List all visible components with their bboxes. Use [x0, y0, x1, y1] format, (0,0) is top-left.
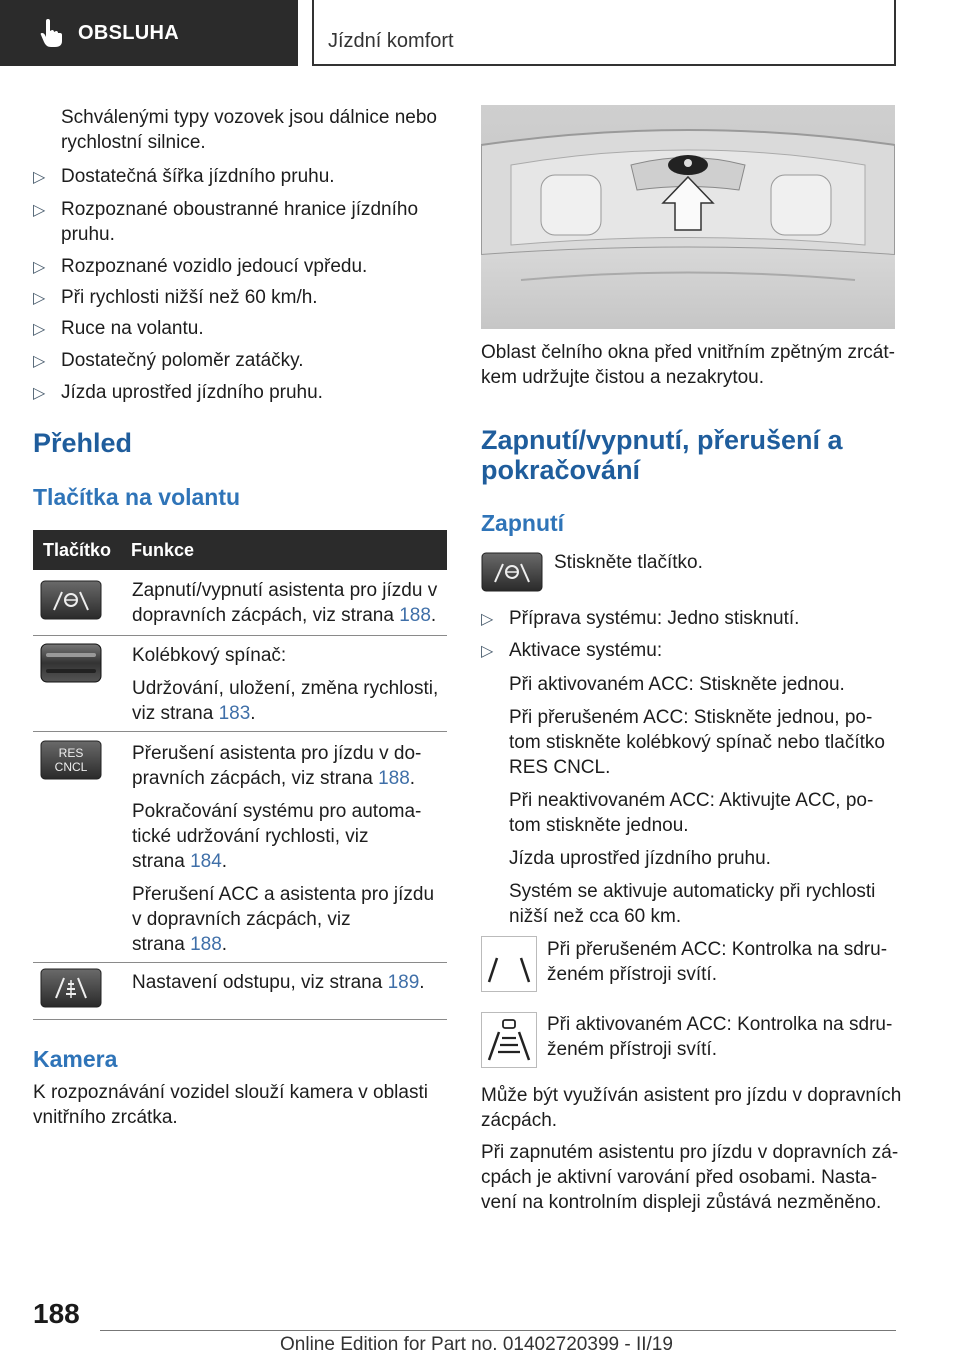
triangle-bullet-icon: ▷ [33, 321, 46, 338]
indicator-text [547, 1012, 892, 1062]
text-segment: viz strana [132, 703, 219, 724]
hand-pointer-icon [38, 18, 64, 48]
list-item [481, 606, 800, 631]
text-segment: Nastavení odstupu, viz strana [132, 972, 388, 993]
page-link[interactable]: 183 [218, 703, 251, 724]
text-line [132, 932, 434, 957]
text-line [132, 603, 437, 628]
text-line: Jízda uprostřed jízdního pruhu. [509, 848, 771, 869]
text-line: pruhu. [61, 224, 115, 245]
acc-interrupted-indicator-icon [481, 936, 537, 992]
camera-text [33, 1080, 428, 1130]
page-link[interactable]: 188 [190, 934, 222, 955]
table-header [33, 530, 447, 570]
page-number: 188 [33, 1298, 80, 1329]
text-line: Kolébkový spínač: [132, 645, 287, 666]
text-line: Ruce na volantu. [61, 318, 204, 339]
text-segment: . [250, 703, 256, 724]
triangle-bullet-icon: ▷ [33, 259, 46, 276]
text-line: tom stiskněte jednou. [509, 815, 689, 836]
text-line: pokračování [481, 455, 641, 485]
text-segment: strana [132, 934, 191, 955]
text-line: Při aktivovaném ACC: Stiskněte jednou. [509, 674, 845, 695]
text-line: rychlostní silnice. [61, 132, 206, 153]
indicator-text [547, 937, 887, 987]
heading-steering-buttons: Tlačítka na volantu [33, 484, 241, 510]
table-cell-function [132, 970, 425, 995]
steering-assist-button-icon [481, 552, 543, 592]
text-line: Při neaktivovaném ACC: Aktivujte ACC, po- [509, 790, 874, 811]
text-line: K rozpoznávání vozidel slouží kamera v oblasti [33, 1082, 428, 1103]
table-cell-function [132, 578, 437, 628]
text-line: Systém se aktivuje automaticky při rychlosti [509, 881, 876, 902]
text-line: cpách je aktivní varování před osobami. Nasta- [481, 1167, 878, 1188]
page-link[interactable]: 188 [399, 605, 431, 626]
text-line [132, 970, 425, 995]
page-link[interactable]: 189 [387, 972, 420, 993]
text-line: Přerušení asistenta pro jízdu v do- [132, 743, 422, 764]
steering-assist-button-icon [40, 580, 102, 620]
photo-caption [481, 340, 895, 390]
text-line: Při přerušeném ACC: Stiskněte jednou, po- [509, 707, 873, 728]
footer-divider [100, 1330, 896, 1331]
triangle-bullet-icon: ▷ [481, 643, 494, 660]
triangle-bullet-icon: ▷ [33, 290, 46, 307]
text-line: ženém přístroji svítí. [547, 964, 717, 985]
text-line [132, 766, 434, 791]
text-line: Zapnutí/vypnutí, přerušení a [481, 425, 843, 455]
text-segment: dopravních zácpách, viz strana [132, 605, 400, 626]
text-line: zácpách. [481, 1110, 558, 1131]
text-line: tom stiskněte kolébkový spínač nebo tlačítko [509, 732, 885, 753]
text-line: nižší než cca 60 km. [509, 906, 682, 927]
text-line: Schválenými typy vozovek jsou dálnice nebo [61, 107, 437, 128]
chapter-title: Jízdní komfort [328, 30, 454, 52]
text-line: Dostatečný poloměr zatáčky. [61, 350, 304, 371]
text-line [132, 701, 438, 726]
text-line: Udržování, uložení, změna rychlosti, [132, 678, 439, 699]
text-segment: . [221, 934, 228, 955]
triangle-bullet-icon: ▷ [33, 353, 46, 370]
heading-overview: Přehled [33, 428, 133, 458]
column-header-function: Funkce [131, 540, 195, 560]
activation-details [509, 672, 885, 929]
text-line [132, 849, 434, 874]
paragraph-traffic-jam [481, 1083, 901, 1133]
triangle-bullet-icon: ▷ [33, 385, 46, 402]
text-line: Oblast čelního okna před vnitřním zpětným zrcát- [481, 342, 895, 363]
text-line: Přerušení ACC a asistenta pro jízdu [132, 884, 435, 905]
triangle-bullet-icon: ▷ [33, 202, 46, 219]
text-line: Při zapnutém asistentu pro jízdu v dopravních zá- [481, 1142, 899, 1163]
text-line: RES CNCL. [509, 757, 611, 778]
text-line: Jízda uprostřed jízdního pruhu. [61, 382, 323, 403]
text-line: Pokračování systému pro automa- [132, 801, 422, 822]
text-line: vení na kontrolním displeji zůstává nezměněno. [481, 1192, 882, 1213]
press-button-text: Stiskněte tlačítko. [554, 552, 703, 573]
text-line: Rozpoznané vozidlo jedoucí vpředu. [61, 256, 368, 277]
heading-camera: Kamera [33, 1046, 118, 1072]
list-item [33, 316, 204, 341]
text-line: Může být využíván asistent pro jízdu v dopravních [481, 1085, 902, 1106]
text-segment: . [419, 972, 425, 993]
paragraph-person-warning [481, 1140, 898, 1215]
text-line: v dopravních zácpách, viz [132, 909, 351, 930]
page-link[interactable]: 184 [190, 851, 222, 872]
text-line: Při přerušeném ACC: Kontrolka na sdru- [547, 939, 888, 960]
text-line: Příprava systému: Jedno stisknutí. [509, 608, 800, 629]
text-segment: pravních zácpách, viz strana [132, 768, 379, 789]
text-line: kem udržujte čistou a nezakrytou. [481, 367, 765, 388]
icon-text: CNCL [54, 760, 88, 774]
chapter-box [312, 0, 896, 66]
heading-on-off [481, 425, 843, 485]
list-item [33, 285, 318, 310]
text-segment: strana [132, 851, 191, 872]
edition-text: Online Edition for Part no. 01402720399 - II/19 [280, 1334, 673, 1355]
acc-active-indicator-icon [481, 1012, 537, 1068]
text-line: vnitřního zrcátka. [33, 1107, 178, 1128]
row-divider [33, 731, 447, 732]
rocker-switch-icon [40, 643, 102, 683]
table-cell-function [132, 741, 434, 957]
text-line: tické udržování rychlosti, viz [132, 826, 369, 847]
list-item [33, 164, 335, 189]
text-segment: . [430, 605, 437, 626]
text-segment: . [409, 768, 416, 789]
text-line: ženém přístroji svítí. [547, 1039, 717, 1060]
page-link[interactable]: 188 [378, 768, 410, 789]
text-line: Dostatečná šířka jízdního pruhu. [61, 166, 335, 187]
text-line: Rozpoznané oboustranné hranice jízdního [61, 199, 419, 220]
text-line: Při rychlosti nižší než 60 km/h. [61, 287, 318, 308]
row-divider [33, 635, 447, 636]
triangle-bullet-icon: ▷ [33, 169, 46, 186]
windshield-camera-photo [481, 105, 895, 329]
heading-switch-on: Zapnutí [481, 510, 565, 536]
list-item [33, 348, 304, 373]
row-divider [33, 1019, 447, 1020]
res-cncl-button-icon [40, 740, 102, 780]
row-divider [33, 962, 447, 963]
section-tab [0, 0, 298, 66]
icon-text: RES [58, 746, 84, 760]
text-segment: . [221, 851, 228, 872]
list-item [33, 254, 368, 279]
column-header-button: Tlačítko [43, 540, 112, 560]
text-line: Aktivace systému: [509, 640, 663, 661]
section-title: OBSLUHA [78, 21, 179, 44]
distance-button-icon [40, 968, 102, 1008]
text-line: Při aktivovaném ACC: Kontrolka na sdru- [547, 1014, 893, 1035]
list-item [481, 638, 663, 663]
intro-text [61, 105, 437, 155]
table-cell-function [132, 643, 438, 726]
text-line: Zapnutí/vypnutí asistenta pro jízdu v [132, 580, 438, 601]
list-item [33, 380, 323, 405]
triangle-bullet-icon: ▷ [481, 611, 494, 628]
list-item [33, 197, 419, 247]
